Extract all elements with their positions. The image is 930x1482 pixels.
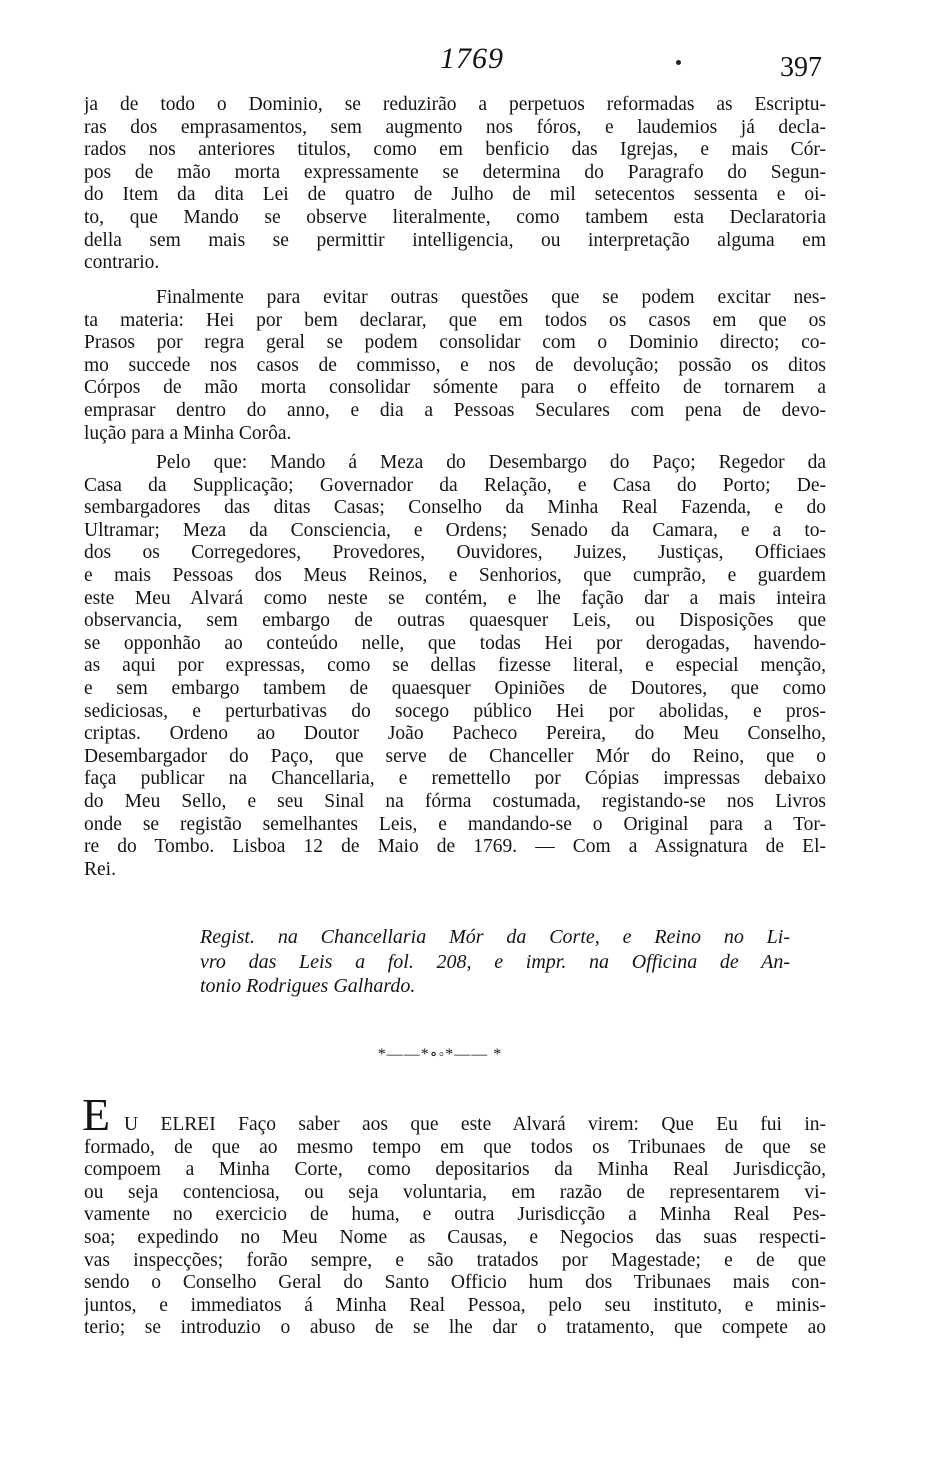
- text-line: onde se registão semelhantes Leis, e mandando-se o Original para a Tor-: [84, 813, 826, 835]
- text-line: pos de mão morta expressamente se determina do Paragrafo do Segun-: [84, 161, 826, 183]
- text-line: ja de todo o Dominio, se reduzirão a perpetuos reformadas as Escriptu-: [84, 94, 826, 115]
- text-line: lução para a Minha Corôa.: [84, 422, 292, 444]
- text-line: vro das Leis a fol. 208, e impr. na Officina de An-: [200, 950, 790, 973]
- text-line: Pelo que: Mando á Meza do Desembargo do Paço; Regedor da: [156, 452, 826, 473]
- text-line: vas inspecções; forão sempre, e são tratados por Magestade; e de que: [84, 1249, 826, 1271]
- text-line: to, que Mando se observe literalmente, como tambem esta Declaratoria: [84, 206, 826, 228]
- text-line: ta materia: Hei por bem declarar, que em todos os casos em que os: [84, 309, 826, 331]
- text-line: se opponhão ao conteúdo nelle, que todas Hei por derogadas, havendo-: [84, 632, 826, 654]
- page-year: 1769: [440, 42, 504, 75]
- text-line: Regist. na Chancellaria Mór da Corte, e Reino no Li-: [200, 926, 790, 948]
- text-line: U ELREI Faço saber aos que este Alvará virem: Que Eu fui in-: [124, 1114, 826, 1135]
- text-line: este Meu Alvará como neste se contém, e lhe fação dar a mais inteira: [84, 587, 826, 609]
- text-line: as aqui por expressas, como se dellas fizesse literal, e especial menção,: [84, 655, 826, 677]
- second-paragraph: [84, 287, 826, 445]
- text-line: contrario.: [84, 252, 160, 274]
- text-line: do Meu Sello, e seu Sinal na fórma costumada, registando-se nos Livros: [84, 790, 826, 812]
- text-line: vamente no exercicio de huma, e outra Jurisdicção a Minha Real Pes-: [84, 1204, 826, 1226]
- text-line: ras dos emprasamentos, sem augmento nos fóros, e laudemios já decla-: [84, 116, 826, 138]
- text-line: do Item da dita Lei de quatro de Julho de mil setecentos sessenta e oi-: [84, 184, 826, 206]
- text-line: compoem a Minha Corte, como depositarios da Minha Real Jurisdicção,: [84, 1159, 826, 1181]
- text-line: Desembargador do Paço, que serve de Chanceller Mór do Reino, que o: [84, 745, 826, 767]
- text-line: e sem embargo tambem de quaesquer Opiniões de Doutores, que como: [84, 677, 826, 699]
- text-line: mo succede nos casos de commisso, e nos de devolução; possão os ditos: [84, 354, 826, 376]
- text-line: Rei.: [84, 858, 116, 880]
- text-line: sembargadores das ditas Casas; Conselho da Minha Real Fazenda, e do: [84, 497, 826, 519]
- text-line: re do Tombo. Lisboa 12 de Maio de 1769. — Com a Assignatura de El-: [84, 836, 826, 858]
- text-line: tonio Rodrigues Galhardo.: [200, 975, 416, 997]
- text-line: Casa da Supplicação; Governador da Relação, e Casa do Porto; De-: [84, 474, 826, 496]
- text-line: e mais Pessoas dos Meus Reinos, e Senhorios, que cumprão, e guardem: [84, 564, 826, 586]
- text-line: Prasos por regra geral se podem consolidar com o Dominio directo; co-: [84, 332, 826, 354]
- text-line: dos os Corregedores, Provedores, Ouvidores, Juizes, Justiças, Officiaes: [84, 542, 826, 564]
- text-line: juntos, e immediatos á Minha Real Pessoa, pelo seu instituto, e minis-: [84, 1294, 826, 1316]
- text-line: Finalmente para evitar outras questões que se podem excitar nes-: [156, 287, 826, 308]
- text-line: sendo o Conselho Geral do Santo Officio hum dos Tribunaes mais con-: [84, 1272, 826, 1294]
- text-line: emprasar dentro do anno, e dia a Pessoas Seculares com pena de devo-: [84, 399, 826, 421]
- text-line: Ultramar; Meza da Consciencia, e Ordens; Senado da Camara, e a to-: [84, 519, 826, 541]
- text-line: criptas. Ordeno ao Doutor João Pacheco Pereira, do Meu Conselho,: [84, 723, 826, 745]
- text-line: della sem mais se permittir intelligencia, ou interpretação alguma em: [84, 229, 826, 251]
- new-decree-paragraph: [84, 1114, 826, 1340]
- drop-cap: E: [82, 1089, 111, 1140]
- section-ornament: *——*∘◦*—— *: [377, 1046, 503, 1063]
- text-line: observancia, sem embargo de outras quaesquer Leis, ou Disposições que: [84, 610, 826, 632]
- continuation-paragraph: [84, 94, 826, 275]
- third-paragraph: [84, 452, 826, 881]
- text-line: Córpos de mão morta consolidar sómente para o effeito de tornarem a: [84, 377, 826, 399]
- text-line: sediciosas, e perturbativas do socego público Hei por abolidas, e pros-: [84, 700, 826, 722]
- text-line: ou seja contenciosa, ou seja voluntaria, em razão de representarem vi-: [84, 1181, 826, 1203]
- ink-dot: [676, 60, 681, 65]
- text-line: faça publicar na Chancellaria, e remettello por Cópias impressas debaixo: [84, 768, 826, 790]
- text-line: terio; se introduzio o abuso de se lhe dar o tratamento, que compete ao: [84, 1317, 826, 1339]
- page-header: [0, 40, 930, 90]
- text-line: soa; expedindo no Meu Nome as Causas, e Negocios das suas respecti-: [84, 1226, 826, 1248]
- page-number: 397: [780, 52, 822, 83]
- text-line: rados nos anteriores titulos, como em benficio das Igrejas, e mais Cór-: [84, 139, 826, 161]
- text-line: formado, de que ao mesmo tempo em que todos os Tribunaes de que se: [84, 1136, 826, 1158]
- registration-note: [200, 925, 790, 999]
